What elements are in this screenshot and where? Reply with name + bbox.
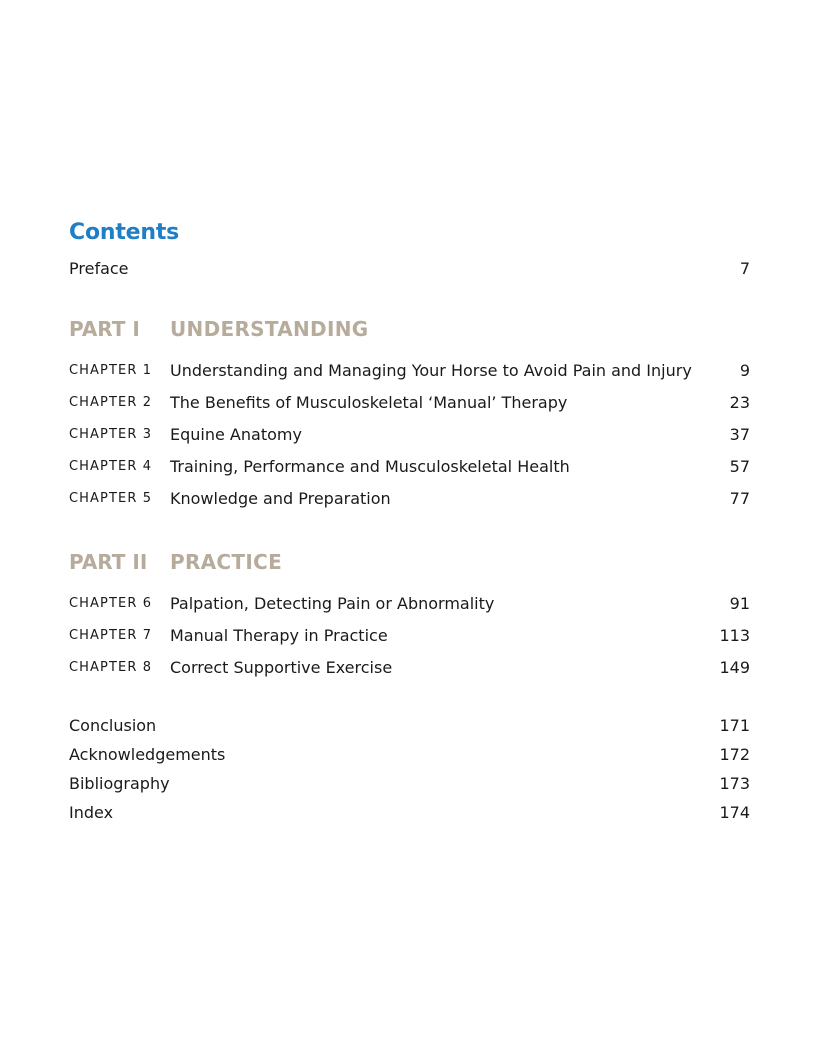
toc-page-number: 113 [719, 626, 750, 645]
toc-entry-chapter-4[interactable] [69, 455, 750, 479]
toc-entry-label: Index [69, 803, 114, 822]
toc-entry-chapter-7[interactable] [69, 624, 750, 648]
toc-page-number: 9 [739, 361, 750, 380]
toc-entry-chapter-5[interactable] [69, 487, 750, 511]
toc-page-number: 77 [729, 489, 750, 508]
toc-entry-label: Preface [69, 259, 129, 278]
chapter-title: Equine Anatomy [170, 425, 302, 444]
chapter-label: CHAPTER 5 [69, 491, 153, 506]
toc-page-number: 91 [729, 594, 750, 613]
part-heading-1 [69, 314, 750, 344]
part-label: PART II [69, 550, 148, 574]
chapter-title: Knowledge and Preparation [170, 489, 391, 508]
chapter-label: CHAPTER 8 [69, 660, 153, 675]
toc-page-number: 173 [719, 774, 750, 793]
toc-entry-label: Bibliography [69, 774, 170, 793]
toc-page-number: 149 [719, 658, 750, 677]
toc-page-number: 174 [719, 803, 750, 822]
toc-entry-bibliography[interactable] [69, 772, 750, 796]
toc-entry-chapter-3[interactable] [69, 423, 750, 447]
part-label: PART I [69, 317, 140, 341]
page-title: Contents [69, 220, 180, 245]
toc-entry-conclusion[interactable] [69, 714, 750, 738]
chapter-title: Training, Performance and Musculoskeletal Health [170, 457, 570, 476]
toc-page-number: 37 [729, 425, 750, 444]
chapter-label: CHAPTER 1 [69, 363, 153, 378]
toc-page-number: 171 [719, 716, 750, 735]
toc-entry-chapter-6[interactable] [69, 592, 750, 616]
chapter-title: Correct Supportive Exercise [170, 658, 393, 677]
toc-entry-chapter-1[interactable] [69, 359, 750, 383]
toc-entry-label: Conclusion [69, 716, 157, 735]
toc-entry-chapter-2[interactable] [69, 391, 750, 415]
chapter-title: Understanding and Managing Your Horse to Avoid Pain and Injury [170, 361, 692, 380]
toc-page-number: 7 [739, 259, 750, 278]
toc-page-number: 23 [729, 393, 750, 412]
chapter-label: CHAPTER 2 [69, 395, 153, 410]
chapter-title: Manual Therapy in Practice [170, 626, 388, 645]
part-title: PRACTICE [170, 550, 283, 574]
chapter-label: CHAPTER 3 [69, 427, 153, 442]
toc-entry-label: Acknowledgements [69, 745, 226, 764]
chapter-label: CHAPTER 6 [69, 596, 153, 611]
toc-page-number: 172 [719, 745, 750, 764]
toc-entry-preface[interactable] [69, 257, 750, 281]
toc-entry-acknowledgements[interactable] [69, 743, 750, 767]
chapter-label: CHAPTER 4 [69, 459, 153, 474]
chapter-title: The Benefits of Musculoskeletal ‘Manual’ Therapy [170, 393, 568, 412]
toc-entry-chapter-8[interactable] [69, 656, 750, 680]
toc-entry-index[interactable] [69, 801, 750, 825]
chapter-title: Palpation, Detecting Pain or Abnormality [170, 594, 495, 613]
chapter-label: CHAPTER 7 [69, 628, 153, 643]
part-title: UNDERSTANDING [170, 317, 369, 341]
toc-page-number: 57 [729, 457, 750, 476]
part-heading-2 [69, 547, 750, 577]
